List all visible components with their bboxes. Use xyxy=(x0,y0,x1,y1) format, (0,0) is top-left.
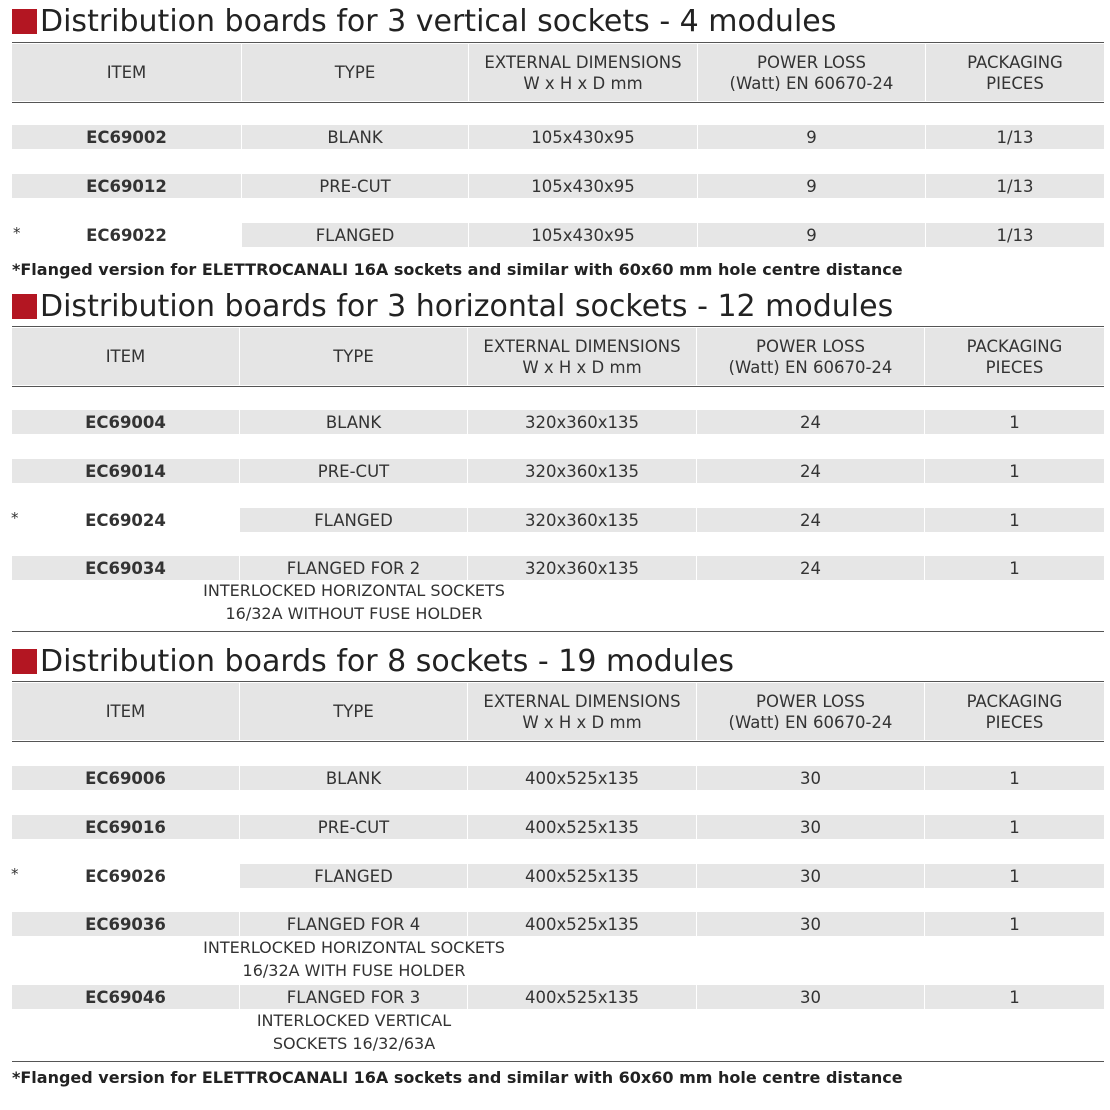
table-row-loss: 30 xyxy=(697,864,924,888)
table-row-dims: 400x525x135 xyxy=(468,815,696,839)
type-continuation: INTERLOCKED HORIZONTAL SOCKETS xyxy=(203,581,505,600)
divider xyxy=(12,386,1104,387)
table-row-pack: 1 xyxy=(925,912,1104,936)
table-row-pack: 1 xyxy=(925,410,1104,434)
table-row-item: EC69014 xyxy=(12,459,239,483)
header-power-loss: POWER LOSS (Watt) EN 60670-24 xyxy=(697,328,924,385)
table-row-loss: 9 xyxy=(698,125,925,149)
table-row-item: EC69034 xyxy=(12,556,239,580)
divider xyxy=(12,631,1104,632)
header-dimensions: EXTERNAL DIMENSIONS W x H x D mm xyxy=(468,683,696,740)
table-row-loss: 24 xyxy=(697,556,924,580)
table-row-pack: 1 xyxy=(925,985,1104,1009)
header-item: ITEM xyxy=(12,328,239,385)
table-row-pack: 1/13 xyxy=(926,174,1104,198)
red-square-icon xyxy=(12,649,37,674)
table-row-loss: 9 xyxy=(698,223,925,247)
table-row-item: EC69036 xyxy=(12,912,239,936)
table-row-dims: 400x525x135 xyxy=(468,985,696,1009)
table-row-type: PRE-CUT xyxy=(242,174,468,198)
table-row-dims: 320x360x135 xyxy=(468,410,696,434)
table-row-dims: 400x525x135 xyxy=(468,864,696,888)
table-row-dims: 105x430x95 xyxy=(469,223,697,247)
type-continuation: INTERLOCKED HORIZONTAL SOCKETS xyxy=(203,938,505,957)
table-row-loss: 24 xyxy=(697,459,924,483)
table-row-dims: 400x525x135 xyxy=(468,766,696,790)
section-title: Distribution boards for 8 sockets - 19 modules xyxy=(12,643,734,679)
table-row-type: FLANGED FOR 3 xyxy=(240,985,467,1009)
footnote: *Flanged version for ELETTROCANALI 16A sockets and similar with 60x60 mm hole centre distance xyxy=(12,1068,903,1087)
section-title: Distribution boards for 3 vertical sockets - 4 modules xyxy=(12,3,836,39)
asterisk-marker: * xyxy=(13,224,21,242)
header-packaging: PACKAGING PIECES xyxy=(925,683,1104,740)
header-dimensions: EXTERNAL DIMENSIONS W x H x D mm xyxy=(469,44,697,101)
divider xyxy=(12,741,1104,742)
header-packaging: PACKAGING PIECES xyxy=(926,44,1104,101)
table-row-type: BLANK xyxy=(240,766,467,790)
section-title: Distribution boards for 3 horizontal sockets - 12 modules xyxy=(12,288,893,324)
table-row-item: EC69046 xyxy=(12,985,239,1009)
table-row-loss: 9 xyxy=(698,174,925,198)
header-type: TYPE xyxy=(242,44,468,101)
header-item: ITEM xyxy=(12,683,239,740)
table-row-type: BLANK xyxy=(242,125,468,149)
type-continuation: 16/32A WITH FUSE HOLDER xyxy=(242,961,466,980)
table-row-type: FLANGED xyxy=(240,864,467,888)
divider xyxy=(12,326,1104,327)
table-row-pack: 1 xyxy=(925,815,1104,839)
table-row-dims: 105x430x95 xyxy=(469,174,697,198)
divider xyxy=(12,42,1104,43)
table-row-dims: 400x525x135 xyxy=(468,912,696,936)
table-row-item: EC69012 xyxy=(12,174,241,198)
table-row-item: EC69004 xyxy=(12,410,239,434)
table-row-loss: 30 xyxy=(697,766,924,790)
table-row-item: EC69022 xyxy=(86,225,167,245)
table-row-loss: 30 xyxy=(697,815,924,839)
table-row-loss: 30 xyxy=(697,985,924,1009)
table-row-type: FLANGED FOR 4 xyxy=(240,912,467,936)
table-row-pack: 1 xyxy=(925,864,1104,888)
table-row-pack: 1 xyxy=(925,556,1104,580)
table-row-loss: 24 xyxy=(697,508,924,532)
table-row-type: FLANGED FOR 2 xyxy=(240,556,467,580)
table-row-type: BLANK xyxy=(240,410,467,434)
table-row-dims: 320x360x135 xyxy=(468,459,696,483)
table-row-type: PRE-CUT xyxy=(240,815,467,839)
header-dimensions: EXTERNAL DIMENSIONS W x H x D mm xyxy=(468,328,696,385)
table-row-loss: 24 xyxy=(697,410,924,434)
asterisk-marker: * xyxy=(11,509,19,527)
footnote: *Flanged version for ELETTROCANALI 16A sockets and similar with 60x60 mm hole centre distance xyxy=(12,260,903,279)
header-item: ITEM xyxy=(12,44,241,101)
type-continuation: 16/32A WITHOUT FUSE HOLDER xyxy=(225,604,483,623)
header-packaging: PACKAGING PIECES xyxy=(925,328,1104,385)
table-row-pack: 1 xyxy=(925,508,1104,532)
table-row-type: FLANGED xyxy=(240,508,467,532)
table-row-item: EC69024 xyxy=(85,510,166,530)
table-row-item: EC69016 xyxy=(12,815,239,839)
table-row-item: EC69006 xyxy=(12,766,239,790)
red-square-icon xyxy=(12,9,37,34)
header-power-loss: POWER LOSS (Watt) EN 60670-24 xyxy=(698,44,925,101)
table-row-dims: 105x430x95 xyxy=(469,125,697,149)
table-row-item: EC69002 xyxy=(12,125,241,149)
table-row-dims: 320x360x135 xyxy=(468,508,696,532)
type-continuation: SOCKETS 16/32/63A xyxy=(272,1034,436,1053)
table-row-item: EC69026 xyxy=(85,866,166,886)
divider xyxy=(12,1061,1104,1062)
asterisk-marker: * xyxy=(11,865,19,883)
table-row-type: FLANGED xyxy=(242,223,468,247)
table-row-loss: 30 xyxy=(697,912,924,936)
table-row-pack: 1/13 xyxy=(926,125,1104,149)
table-row-dims: 320x360x135 xyxy=(468,556,696,580)
red-square-icon xyxy=(12,294,37,319)
header-type: TYPE xyxy=(240,328,467,385)
divider xyxy=(12,681,1104,682)
header-type: TYPE xyxy=(240,683,467,740)
divider xyxy=(12,102,1104,103)
table-row-pack: 1/13 xyxy=(926,223,1104,247)
type-continuation: INTERLOCKED VERTICAL xyxy=(256,1011,452,1030)
table-row-pack: 1 xyxy=(925,766,1104,790)
table-row-pack: 1 xyxy=(925,459,1104,483)
table-row-type: PRE-CUT xyxy=(240,459,467,483)
header-power-loss: POWER LOSS (Watt) EN 60670-24 xyxy=(697,683,924,740)
